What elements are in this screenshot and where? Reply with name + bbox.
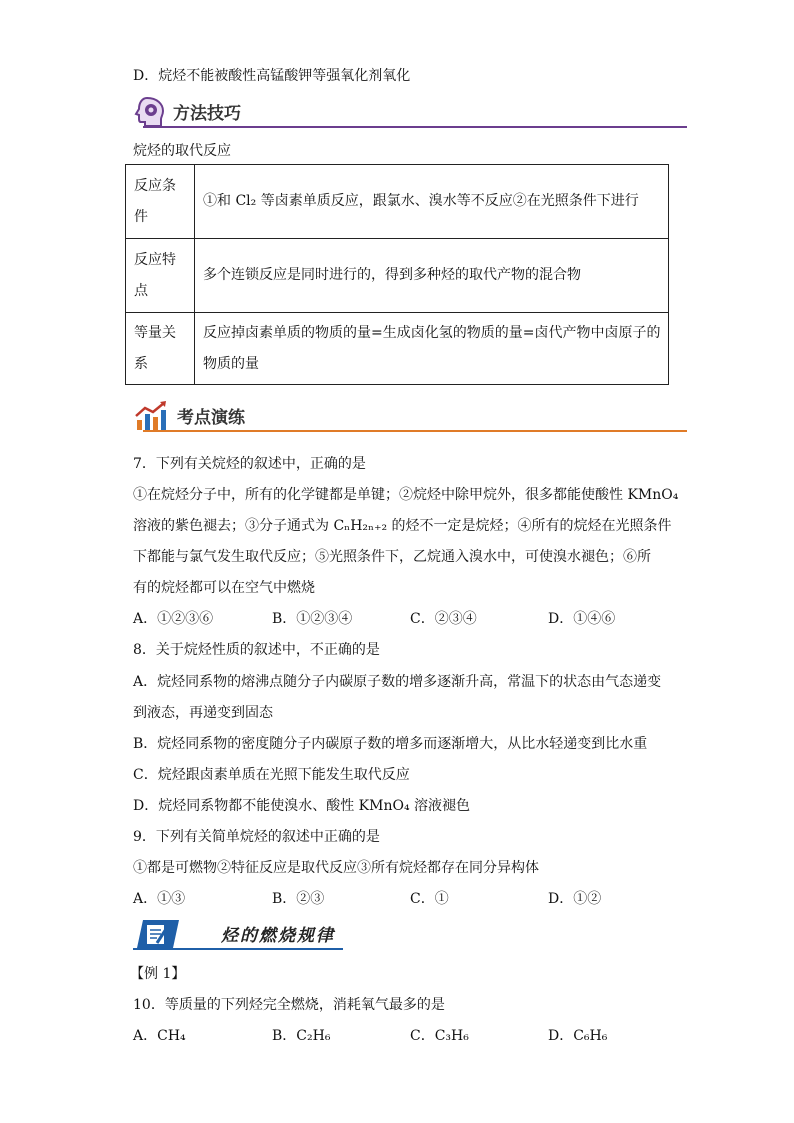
q8-option-d: D．烷烃同系物都不能使溴水、酸性 KMnO₄ 溶液褪色 bbox=[133, 798, 471, 814]
row-value-features bbox=[195, 239, 669, 313]
q10-option-a[interactable]: A．CH₄ bbox=[133, 1028, 186, 1044]
substitution-table bbox=[125, 164, 669, 385]
q7-line3: 下都能与氯气发生取代反应；⑤光照条件下，乙烷通入溴水中，可使溴水褪色；⑥所 bbox=[133, 549, 651, 565]
row-key-features bbox=[126, 239, 195, 313]
q6-option-d: D．烷烃不能被酸性高锰酸钾等强氧化剂氧化 bbox=[133, 68, 411, 84]
row-key-line1: 反应条 bbox=[134, 177, 176, 194]
row-value-line1: ①和 Cl₂ 等卤素单质反应，跟氯水、溴水等不反应②在光照条件下进行 bbox=[203, 193, 639, 209]
q8-option-a-line2: 到液态，再递变到固态 bbox=[133, 705, 273, 721]
q8-option-b: B．烷烃同系物的密度随分子内碳原子数的增多而逐渐增大，从比水轻递变到比水重 bbox=[133, 736, 648, 752]
table-row bbox=[126, 165, 669, 239]
table-row bbox=[126, 313, 669, 385]
row-value-line2: 物质的量 bbox=[203, 355, 259, 372]
row-value-line1: 反应掉卤素单质的物质的量=生成卤化氢的物质的量=卤代产物中卤原子的 bbox=[203, 324, 661, 341]
q9-line1: ①都是可燃物②特征反应是取代反应③所有烷烃都存在同分异构体 bbox=[133, 860, 539, 876]
example-label: 【例 1】 bbox=[130, 966, 186, 982]
q9-stem: 9．下列有关简单烷烃的叙述中正确的是 bbox=[133, 829, 380, 845]
practice-banner bbox=[133, 400, 687, 434]
row-key-conditions bbox=[126, 165, 195, 239]
q9-options bbox=[133, 889, 693, 909]
q7-line2: 溶液的紫色褪去；③分子通式为 CₙH₂ₙ₊₂ 的烃不一定是烷烃；④所有的烷烃在光照条件 bbox=[133, 518, 672, 534]
q9-option-a[interactable]: A．①③ bbox=[133, 891, 186, 907]
q8-stem: 8．关于烷烃性质的叙述中，不正确的是 bbox=[133, 642, 380, 658]
q7-option-c[interactable]: C．②③④ bbox=[410, 611, 477, 627]
method-banner-title: 方法技巧 bbox=[173, 104, 241, 124]
notepad-pen-icon bbox=[133, 918, 179, 950]
q7-options bbox=[133, 609, 693, 629]
combustion-banner-title: 烃的燃烧规律 bbox=[221, 926, 335, 946]
table-row bbox=[126, 239, 669, 313]
row-value-quantity bbox=[195, 313, 669, 385]
q9-option-d[interactable]: D．①② bbox=[548, 891, 602, 907]
q7-option-a[interactable]: A．①②③⑥ bbox=[133, 611, 214, 627]
practice-banner-title: 考点演练 bbox=[177, 408, 245, 428]
q7-line4: 有的烷烃都可以在空气中燃烧 bbox=[133, 580, 315, 596]
row-key-quantity bbox=[126, 313, 195, 385]
row-key-line2: 点 bbox=[134, 282, 148, 299]
q10-option-b[interactable]: B．C₂H₆ bbox=[272, 1028, 331, 1044]
bar-chart-icon bbox=[133, 400, 169, 432]
row-key-line2: 件 bbox=[134, 208, 148, 225]
q8-option-a-line1: A．烷烃同系物的熔沸点随分子内碳原子数的增多逐渐升高，常温下的状态由气态递变 bbox=[133, 674, 662, 690]
q10-stem: 10．等质量的下列烃完全燃烧，消耗氧气最多的是 bbox=[133, 997, 445, 1013]
row-value-conditions bbox=[195, 165, 669, 239]
q10-options bbox=[133, 1026, 693, 1046]
row-value-line1: 多个连锁反应是同时进行的，得到多种烃的取代产物的混合物 bbox=[203, 267, 581, 283]
row-key-line2: 系 bbox=[134, 355, 148, 372]
row-key-line1: 等量关 bbox=[134, 324, 176, 341]
q10-option-d[interactable]: D．C₆H₆ bbox=[548, 1028, 608, 1044]
q7-line1: ①在烷烃分子中，所有的化学键都是单键；②烷烃中除甲烷外，很多都能使酸性 KMnO₄ bbox=[133, 487, 679, 503]
q7-option-d[interactable]: D．①④⑥ bbox=[548, 611, 616, 627]
q10-option-c[interactable]: C．C₃H₆ bbox=[410, 1028, 469, 1044]
row-key-line1: 反应特 bbox=[134, 251, 176, 268]
q9-option-b[interactable]: B．②③ bbox=[272, 891, 325, 907]
q7-stem: 7．下列有关烷烃的叙述中，正确的是 bbox=[133, 456, 366, 472]
method-banner-rule bbox=[143, 126, 687, 128]
method-banner bbox=[133, 96, 687, 130]
head-gear-icon bbox=[133, 96, 171, 128]
q9-option-c[interactable]: C．① bbox=[410, 891, 449, 907]
q7-option-b[interactable]: B．①②③④ bbox=[272, 611, 353, 627]
q8-option-c: C．烷烃跟卤素单质在光照下能发生取代反应 bbox=[133, 767, 410, 783]
combustion-banner bbox=[133, 918, 343, 952]
practice-banner-rule bbox=[143, 430, 687, 432]
table-caption: 烷烃的取代反应 bbox=[133, 143, 231, 159]
